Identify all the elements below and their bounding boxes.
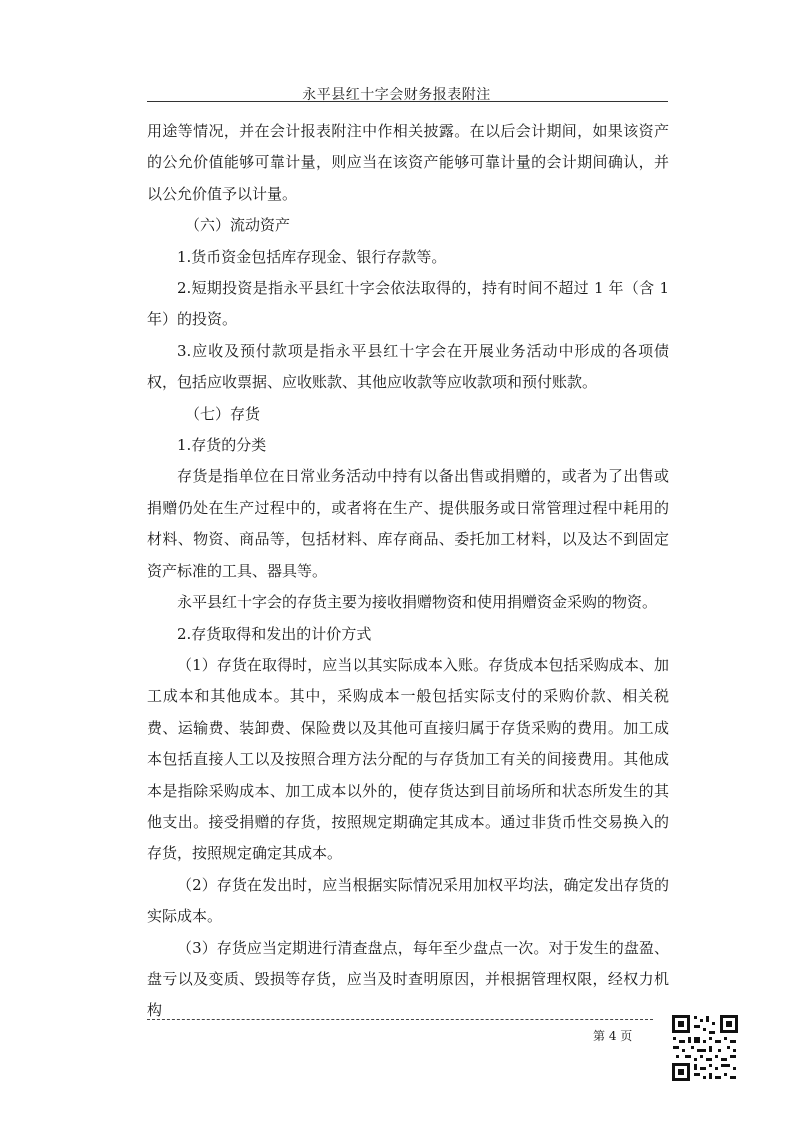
paragraph: 存货是指单位在日常业务活动中持有以备出售或捐赠的，或者为了出售或捐赠仍处在生产过程中的，或者将在生产、提供服务或日常管理过程中耗用的材料、物资、商品等，包括材料、库存商品、委托加工材料，以及达不到固定资产标准的工具、器具等。 [147, 467, 669, 580]
page-number: 第 4 页 [593, 1029, 633, 1043]
page-header-title: 永平县红十字会财务报表附注 [302, 87, 491, 103]
paragraph: 用途等情况，并在会计报表附注中作相关披露。在以后会计期间，如果该资产的公允价值能够可靠计量，则应当在该资产能够可靠计量的会计期间确认，并以公允价值予以计量。 [147, 122, 669, 203]
section-heading: （六）流动资产 [185, 216, 291, 235]
paragraph: 1.货币资金包括库存现金、银行存款等。 [177, 247, 447, 266]
subheading: 2.存货取得和发出的计价方式 [177, 624, 372, 643]
footer-divider [147, 1019, 653, 1020]
section-heading: （七）存货 [185, 404, 261, 423]
header-divider [147, 101, 668, 102]
document-body [147, 116, 669, 1027]
paragraph: 2.短期投资是指永平县红十字会依法取得的，持有时间不超过 1 年（含 1 年）的投资。 [147, 279, 669, 329]
paragraph: 永平县红十字会的存货主要为接收捐赠物资和使用捐赠资金采购的物资。 [177, 593, 658, 612]
paragraph: 3.应收及预付款项是指永平县红十字会在开展业务活动中形成的各项债权，包括应收票据、应收账款、其他应收款等应收款项和预付账款。 [147, 341, 669, 392]
subheading: 1.存货的分类 [177, 436, 267, 455]
paragraph: （1）存货在取得时，应当以其实际成本入账。存货成本包括采购成本、加工成本和其他成本。其中，采购成本一般包括实际支付的采购价款、相关税费、运输费、装卸费、保险费以及其他可直接归属于存货采购的费用。加工成本包括直接人工以及按照合理方法分配的与存货加工有关的间接费用。其他成本是指除采购成本、加工成本以外的，使存货达到目前场所和状态所发生的其他支出。接受捐赠的存货，按照规定期确定其成本。通过非货币性交易换入的存货，按照规定确定其成本。 [147, 655, 669, 863]
qr-code-icon [670, 1013, 740, 1083]
paragraph: （2）存货在发出时，应当根据实际情况采用加权平均法，确定发出存货的实际成本。 [147, 875, 669, 926]
paragraph: （3）存货应当定期进行清查盘点，每年至少盘点一次。对于发生的盘盈、盘亏以及变质、毁损等存货，应当及时查明原因，并根据管理权限，经权力机构 [147, 938, 669, 1020]
